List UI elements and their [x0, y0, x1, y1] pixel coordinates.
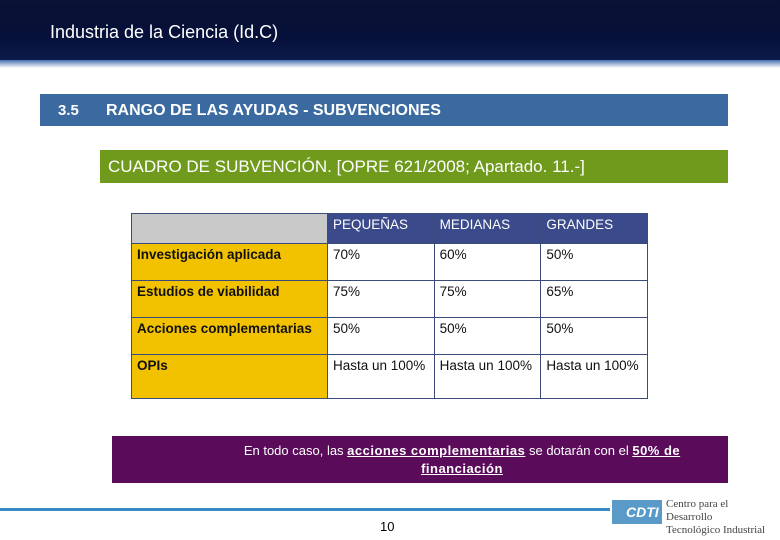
logo-line: Tecnológico Industrial — [666, 524, 766, 536]
table-corner-cell — [132, 214, 328, 244]
table-cell: 75% — [434, 280, 541, 317]
table-row — [132, 317, 648, 354]
row-label: Investigación aplicada — [132, 243, 328, 280]
table-cell: 50% — [434, 317, 541, 354]
table-cell: 65% — [541, 280, 648, 317]
cdti-logo — [612, 496, 772, 536]
table-cell: 70% — [328, 243, 435, 280]
note-box — [112, 436, 728, 483]
table-cell: 75% — [328, 280, 435, 317]
row-label: Estudios de viabilidad — [132, 280, 328, 317]
footer-divider — [0, 508, 610, 511]
section-number: 3.5 — [58, 102, 79, 119]
section-bar — [40, 94, 728, 126]
column-header: PEQUEÑAS — [328, 214, 435, 244]
table-row — [132, 243, 648, 280]
table-cell: Hasta un 100% — [434, 354, 541, 398]
table-cell: Hasta un 100% — [328, 354, 435, 398]
row-label: Acciones complementarias — [132, 317, 328, 354]
section-title: RANGO DE LAS AYUDAS - SUBVENCIONES — [106, 102, 441, 119]
subtitle-bar — [100, 150, 728, 183]
table-cell: Hasta un 100% — [541, 354, 648, 398]
subtitle-text: CUADRO DE SUBVENCIÓN. [OPRE 621/2008; Apartado. 11.-] — [108, 157, 585, 176]
page-number: 10 — [380, 519, 395, 534]
table-cell: 50% — [541, 243, 648, 280]
table-header-row — [132, 214, 648, 244]
logo-text — [666, 498, 776, 537]
note-emphasis: 50% de financiación — [421, 443, 681, 476]
subsidy-table — [131, 213, 648, 399]
note-text-part: En todo caso, las — [243, 443, 348, 458]
note-emphasis: acciones complementarias — [347, 443, 526, 458]
table-cell: 50% — [541, 317, 648, 354]
table-row — [132, 280, 648, 317]
column-header: MEDIANAS — [434, 214, 541, 244]
note-text — [222, 442, 702, 478]
header-divider — [0, 60, 780, 68]
note-text-part: se dotarán con el — [525, 443, 633, 458]
table-cell: 60% — [434, 243, 541, 280]
logo-mark-icon — [612, 500, 662, 524]
table-cell: 50% — [328, 317, 435, 354]
header-bar — [0, 0, 780, 60]
logo-line: Centro para el Desarrollo — [666, 498, 729, 523]
column-header: GRANDES — [541, 214, 648, 244]
row-label: OPIs — [132, 354, 328, 398]
slide-title: Industria de la Ciencia (Id.C) — [50, 22, 279, 42]
logo-mark-text: CDTI — [626, 504, 659, 520]
table-row — [132, 354, 648, 398]
